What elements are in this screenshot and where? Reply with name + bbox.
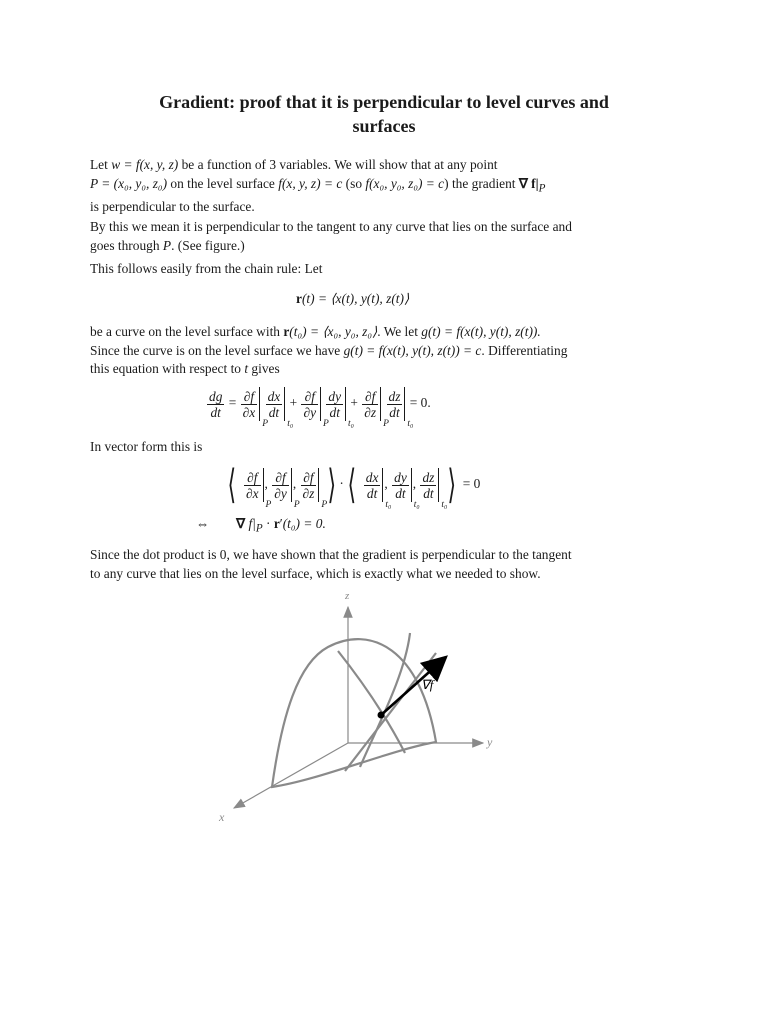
text: ) the gradient [444,175,519,191]
equation-final: ⇔ ∇ $f|_P \cdot r'(t_0) = 0$. [196,516,326,535]
title-line-2: surfaces [352,116,416,136]
text: . (See figure.) [171,237,245,253]
title-line-1: Gradient: proof that it is perpendicular to level curves and [159,92,609,112]
iff-symbol: ⇔ [196,516,210,531]
axis-label-z: z [345,590,350,602]
text: (so [342,175,366,191]
paragraph-conclusion [90,546,635,583]
text: Let [90,157,112,172]
text: Since the dot product is 0, we have shown that the gradient is perpendicular to the tangent [90,547,572,562]
math-g: g(t) = f(x(t), y(t), z(t)). [421,324,541,339]
x-axis [234,743,348,808]
text: By this we mean it is perpendicular to the tangent to any curve that lies on the surface and [90,219,572,234]
paragraph-chain-rule: This follows easily from the chain rule: Let [90,261,323,276]
text: . Differentiating [481,342,568,358]
text: goes through [90,237,163,253]
point-P [378,712,385,719]
math-eq-zero: = 0. [409,395,431,411]
equation-vector-form: ⟨ $\frac{\partial f}{\partial x}$ P , $\frac{\partial f}{\partial y}$ P , $\frac{\partial f}{\partial z}$ P ⟩ ·⟨ $\frac{dx}{dt}$ t₀ , $\frac{dy}{dt}$ t₀ , $\frac{dz}{dt}$ t₀ ⟩ = 0 [227,462,481,510]
text: is perpendicular to the surface. [90,198,255,214]
axis-label-x: x [219,810,225,824]
math-r: (t) = ⟨x(t), y(t), z(t)⟩ [301,291,410,306]
math-level: f(x, y, z) = c [278,175,343,191]
paragraph-curve: be a curve on the level surface with r(t₀) = ⟨x₀, y₀, z₀⟩. We let g(t) = f(x(t), y(t), z(t)). Since the curve is on the level surface we have g(t) = f(x(t), y(t), z(t)) = c. Differentiating this equation with respect to t gives [90,324,568,376]
text: this equation with respect to [90,361,245,376]
text: to any curve that lies on the level surface, which is exactly what we needed to show. [90,565,541,581]
math-eq-zero-2: = 0 [462,476,481,492]
text: Since the curve is on the level surface we have [90,342,344,358]
gradient-label: ∇f [421,677,434,692]
math-P: P = (x₀, y₀, z₀) [90,175,168,191]
math-fP: f(x₀, y₀, z₀) = c [365,175,445,191]
axis-label-y: y [487,735,493,749]
level-surface [272,639,436,787]
gradient-vector [381,657,446,715]
math-grad: ∇ f| [518,175,539,191]
gradient-figure [200,585,520,830]
math-final: f| [248,516,256,531]
math-w: w = f(x, y, z) [111,157,179,172]
text: be a curve on the level surface with [90,324,284,339]
text: . We let [377,324,422,339]
page-title [80,90,688,138]
text: be a function of 3 variables. We will show that at any point [178,157,498,172]
text: gives [248,361,280,376]
math-r-t0: (t₀) = ⟨x₀, y₀, z₀⟩ [289,324,378,339]
paragraph-intro: Let w = f(x, y, z) be a function of 3 variables. We will show that at any point P = (x₀, y₀, z₀) on the level surface f(x, y, z) = c (so f(x₀, y₀, z₀) = c) the gradient ∇ $f|_P$ is perpendicular to the surface. [90,156,635,216]
equation-curve: r(t) = ⟨x(t), y(t), z(t)⟩ [296,291,410,306]
paragraph-meaning: By this we mean it is perpendicular to the tangent to any curve that lies on the surface and goes through P. (See figure.) [90,218,635,255]
text: on the level surface [167,175,279,191]
paragraph-vector-form: In vector form this is [90,439,203,454]
math-final-2: (t₀) = 0. [282,516,326,531]
math-g-eq: g(t) = f(x(t), y(t), z(t)) = c [343,342,482,358]
equation-chain-rule: $\frac{dg}{dt}$ = $\frac{\partial f}{\partial x}$ P $\frac{dx}{dt}$ t₀ + $\frac{\partial f}{\partial y}$ P $\frac{dy}{dt}$ t₀ + $\frac{\partial f}{\partial z}$ P $\frac{dz}{dt}$ t₀ = 0. [209,388,431,429]
